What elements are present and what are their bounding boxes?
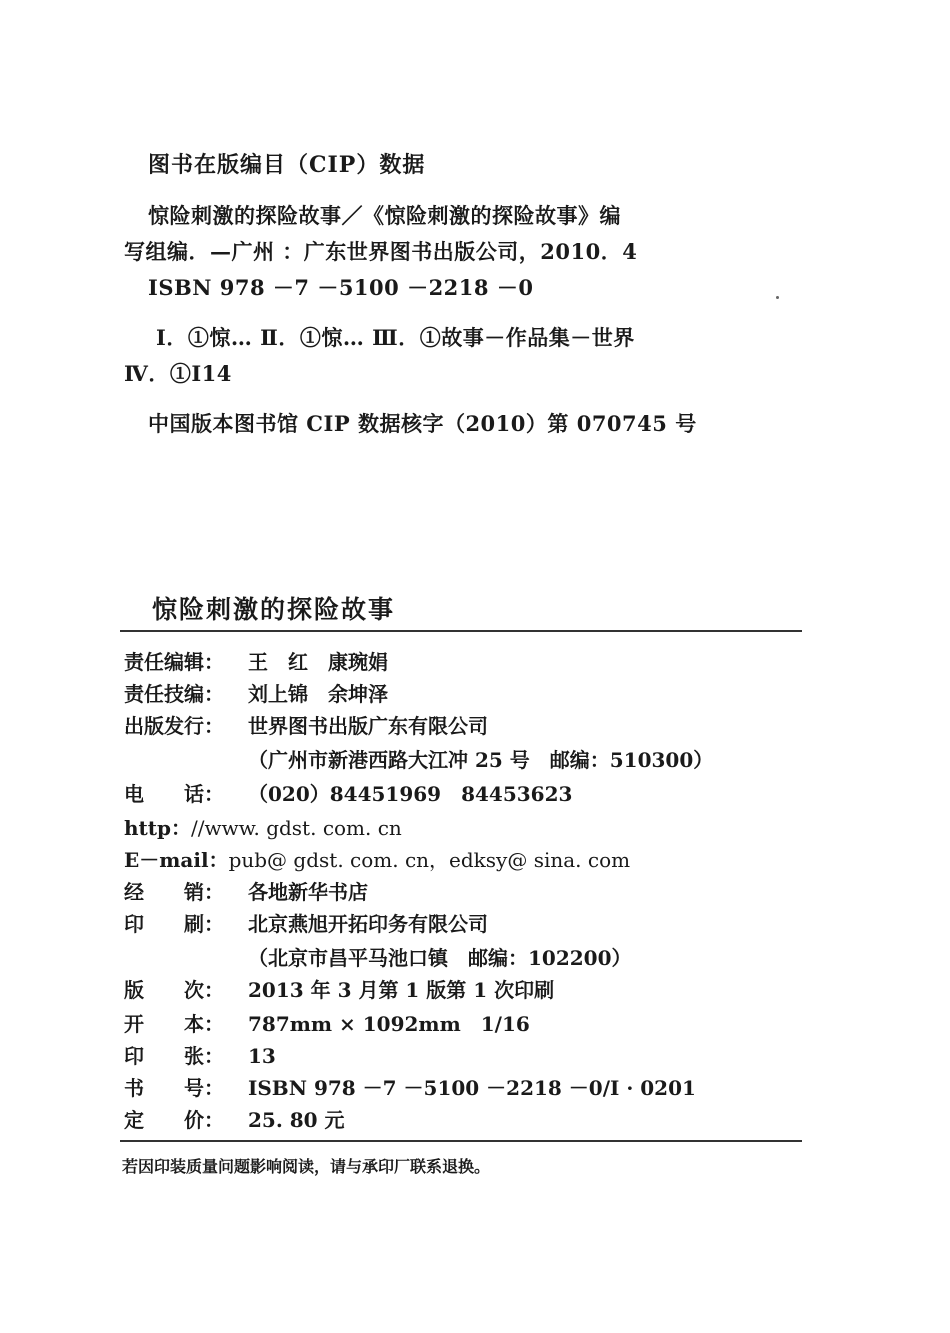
edition-value: 2013 年 3 月第 1 版第 1 次印刷 xyxy=(248,978,555,1002)
tech-editor-row xyxy=(124,678,388,707)
cip-classification-2: Ⅳ．①I14 xyxy=(124,361,232,386)
top-divider xyxy=(120,630,802,632)
email-label: E－mail： xyxy=(124,848,229,872)
book-number-label: 书 号： xyxy=(124,1076,224,1100)
sheets-label: 印 张： xyxy=(124,1044,224,1068)
cip-classification-1: Ⅰ．①惊… Ⅱ．①惊… Ⅲ．①故事－作品集－世界 xyxy=(156,325,635,350)
cip-record-number: 中国版本图书馆 CIP 数据核字（2010）第 070745 号 xyxy=(148,411,697,436)
publisher-address: （广州市新港西路大江冲 25 号 邮编：510300） xyxy=(248,748,714,772)
editor-value: 王 红 康琬娟 xyxy=(248,650,388,674)
publisher-value: 世界图书出版广东有限公司 xyxy=(248,714,488,738)
http-label: http： xyxy=(124,816,192,840)
tech-editor-label: 责任技编： xyxy=(124,682,224,706)
book-number-row xyxy=(124,1072,696,1101)
printer-address: （北京市昌平马池口镇 邮编：102200） xyxy=(248,946,632,970)
printer-value: 北京燕旭开拓印务有限公司 xyxy=(248,912,488,936)
publisher-label: 出版发行： xyxy=(124,714,224,738)
editor-label: 责任编辑： xyxy=(124,650,224,674)
phone-value: （020）84451969 84453623 xyxy=(248,782,573,806)
format-label: 开 本： xyxy=(124,1012,224,1036)
email-row xyxy=(124,844,630,873)
price-label: 定 价： xyxy=(124,1108,224,1132)
phone-label: 电 话： xyxy=(124,782,224,806)
cip-title-line-2: 写组编．—广州 ：广东世界图书出版公司，2010．4 xyxy=(124,239,638,264)
cip-title-line-1: 惊险刺激的探险故事／《惊险刺激的探险故事》编 xyxy=(148,203,621,228)
sheets-value: 13 xyxy=(248,1044,276,1068)
cip-isbn: ISBN 978 －7 －5100 －2218 －0 xyxy=(148,275,534,300)
phone-row xyxy=(124,778,572,807)
http-row xyxy=(124,812,402,841)
distributor-label: 经 销： xyxy=(124,880,224,904)
publisher-row xyxy=(124,710,488,739)
email-value: pub@ gdst. com. cn，edksy@ sina. com xyxy=(228,848,631,872)
book-number-value: ISBN 978 －7 －5100 －2218 －0/I · 0201 xyxy=(248,1076,696,1100)
scan-speck xyxy=(776,296,779,299)
printer-row xyxy=(124,908,488,937)
distributor-row xyxy=(124,876,368,905)
format-value: 787mm × 1092mm 1/16 xyxy=(248,1012,530,1036)
price-value: 25. 80 元 xyxy=(248,1108,345,1132)
editor-row xyxy=(124,646,388,675)
http-value: //www. gdst. com. cn xyxy=(191,816,402,840)
distributor-value: 各地新华书店 xyxy=(248,880,368,904)
sheets-row xyxy=(124,1040,276,1069)
bottom-divider xyxy=(120,1140,802,1142)
format-row xyxy=(124,1008,530,1037)
printer-label: 印 刷： xyxy=(124,912,224,936)
edition-row xyxy=(124,974,554,1003)
book-title: 惊险刺激的探险故事 xyxy=(152,595,396,624)
footer-note: 若因印装质量问题影响阅读，请与承印厂联系退换。 xyxy=(122,1157,491,1176)
tech-editor-value: 刘上锦 余坤泽 xyxy=(248,682,388,706)
price-row xyxy=(124,1104,345,1133)
cip-heading: 图书在版编目（CIP）数据 xyxy=(148,152,426,178)
edition-label: 版 次： xyxy=(124,978,224,1002)
